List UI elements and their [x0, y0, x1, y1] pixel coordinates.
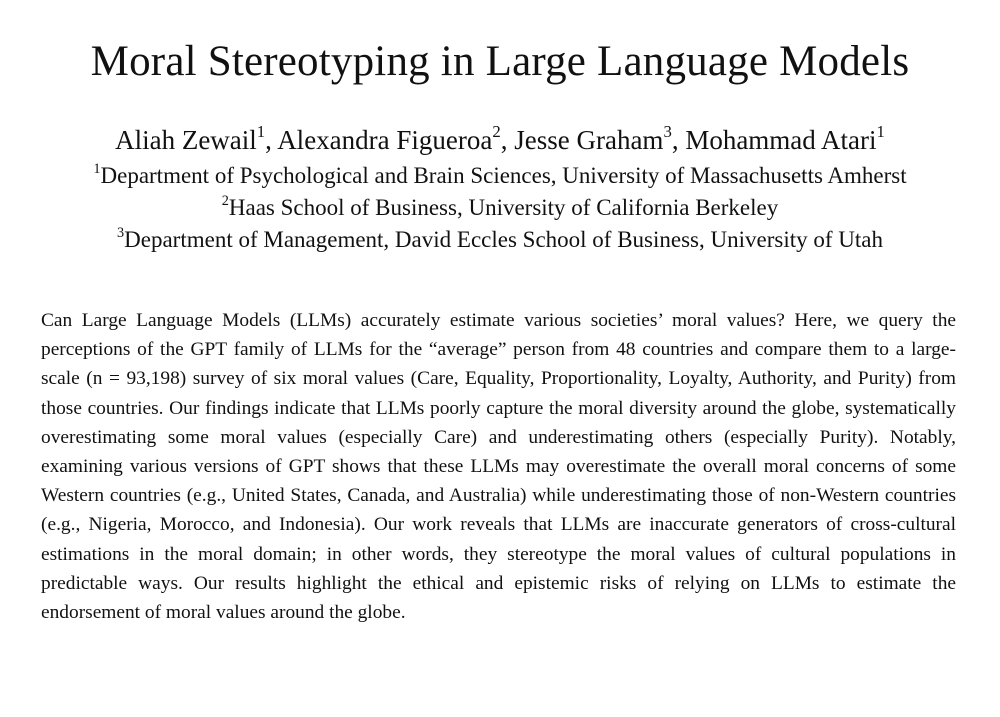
abstract-text: Can Large Language Models (LLMs) accurately estimate various societies’ moral values? Here, we query the perceptions of the GPT family of LLMs for the “average” person from 48 countries and compare them to a large-scale (n = 93,198) survey of six moral values (Care, Equality, Proportionality, Loyalty, Authority, and Purity) from those countries. Our findings indicate that LLMs poorly capture the moral diversity around the globe, systematically overestimating some moral values (especially Care) and underestimating others (especially Purity). Notably, examining various versions of GPT shows that these LLMs may overestimate the overall moral concerns of some Western countries (e.g., United States, Canada, and Australia) while underestimating those of non-Western countries (e.g., Nigeria, Morocco, and Indonesia). Our work reveals that LLMs are inaccurate generators of cross-cultural estimations in the moral domain; in other words, they stereotype the moral values of cultural populations in predictable ways. Our results highlight the ethical and epistemic risks of relying on LLMs to estimate the endorsement of moral values around the globe.	[41, 310, 956, 624]
author-affiliation-mark: 1	[256, 122, 266, 142]
affiliation	[0, 192, 1000, 224]
author	[685, 122, 885, 155]
author-list	[0, 122, 1000, 158]
affiliation-mark: 2	[221, 192, 229, 209]
author-affiliation-mark: 3	[663, 122, 672, 142]
affiliation	[0, 160, 1000, 192]
author-affiliation-mark: 1	[876, 122, 885, 142]
affiliation	[0, 224, 1000, 256]
author-separator: ,	[671, 125, 686, 155]
affiliation-mark: 1	[93, 160, 101, 177]
author-separator: ,	[500, 125, 515, 155]
author-separator: ,	[265, 125, 278, 155]
paper-title: Moral Stereotyping in Large Language Models	[90, 38, 910, 85]
author-name: Aliah Zewail	[115, 125, 257, 155]
affiliation-text: Haas School of Business, University of California Berkeley	[228, 195, 779, 220]
author-name: Mohammad Atari	[685, 125, 877, 155]
author	[277, 122, 515, 155]
author-name: Alexandra Figueroa	[277, 125, 493, 155]
author-name: Jesse Graham	[514, 125, 664, 155]
affiliation-mark: 3	[117, 224, 125, 241]
affiliation-text: Department of Psychological and Brain Sciences, University of Massachusetts Amherst	[100, 163, 907, 188]
affiliation-text: Department of Management, David Eccles School of Business, University of Utah	[124, 227, 883, 252]
affiliation-list	[0, 160, 1000, 256]
author	[514, 122, 686, 155]
author	[115, 122, 278, 155]
author-affiliation-mark: 2	[492, 122, 501, 142]
